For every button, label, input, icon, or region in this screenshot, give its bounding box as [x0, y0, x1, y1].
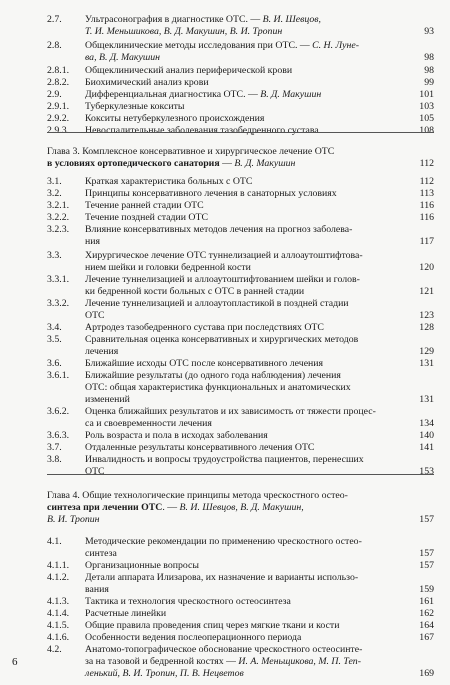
- toc-entry-4-1-6: 4.1.6. Особенности ведения послеоперационного периода 167: [47, 632, 434, 643]
- document-page: 2.7. Ультрасонография в диагностике ОТС. — В. И. Шевцов, Т. И. Меньшикова, В. Д. Макушин, В. И. Тропин 93 2.8. Общеклинические методы исследования при ОТС. — С. Н. Луне- ва, В. Д. Макушин 98 2.8.1. Общеклинический анализ периферической крови 98 2.8.2. Биохимический анализ крови 99 2.9. Дифференциальная диагностика ОТС. — В. Д. Макушин 101 2.9.1. Туберкулезные кокситы 103 2.9.2. Кокситы нетуберкулезного происхождения 105 2.9.3. Невоспалительные заболевания тазобедренного сустава 108 Глава 3. Комплексное консервативное и хирургическое лечение ОТС в условиях ортопедического санатория — В. Д. Макушин 112 3.1. Краткая характеристика больных с ОТС 112 3.2. Принципы консервативного лечения в санаторных условиях 113 3.2.1. Течение ранней стадии ОТС 116 3.2.2. Течение поздней стадии ОТС 116 3.2.3. Влияние консервативных методов лечения на прогноз заболева- ния 117 3.3. Хирургическое лечение ОТС туннелизацией и аллоаутоштифтова- нием шейки и головки бедренной кости 120 3.3.1. Лечение туннелизацией и аллоаутоштифтованием шейки и голов- ки бедренной кости больных с ОТС в ранней стадии 121 3.3.2. Лечение туннелизацией и аллоаутопластикой в поздней стадии ОТС 123 3.4. Артродез тазобедренного сустава при последствиях ОТС 128 3.5. Сравнительная оценка консервативных и хирургических методов лечения 129 3.6. Ближайшие исходы ОТС после консервативного лечения 131 3.6.1. Ближайшие результаты (до одного года наблюдения) лечения ОТС: общая характеристика функциональных и анатомических изменений 131 3.6.2. Оценка ближайших результатов и их зависимость от тяжести процес- са и своевременности лечения 134 3.6.3. Роль возраста и пола в исходах заболевания 140 3.7. Отдаленные результаты консервативного лечения ОТС 141 3.8. Инвалидность и вопросы трудоустройства пациентов, перенесших ОТС 153 Глава 4. Общие технологические принципы метода чрескостного остео- синтеза при лечении ОТС. — В. И. Шевцов, В. Д. Макушин, В. И. Тропин 157 4.1. Методические рекомендации по применению чрескостного остео- синтеза 157 4.1.1. Организационные вопросы 157 4.1.2. Детали аппарата Илизарова, их назначение и варианты использо- вания 159 4.1.3. Тактика и технология чрескостного остеосинтеза 161 4.1.4. Расчетные линейки 162 4.1.5. Общие правила проведения спиц через мягкие ткани и кости 164 4.1.6. Особенности ведения послеоперационного периода 167 4.2. Анатомо-топографическое обоснование чрескостного остеосинте- за на тазовой и бедренной костях — И. А. Меньщикова, М. П. Теп- ленький, В. И. Тропин, П. В. Нецветов 169 6: [12, 14, 434, 679]
- toc-entry-3-3: 3.3. Хирургическое лечение ОТС туннелизацией и аллоаутоштифтова-: [47, 250, 363, 261]
- divider: [47, 474, 434, 475]
- toc-entry-3-3-2: 3.3.2. Лечение туннелизацией и аллоаутопластикой в поздней стадии: [47, 298, 349, 309]
- toc-entry-2-8-1: 2.8.1. Общеклинический анализ периферической крови 98: [47, 65, 434, 76]
- toc-entry-3-2: 3.2. Принципы консервативного лечения в санаторных условиях 113: [47, 188, 434, 199]
- toc-entry-3-6-1: 3.6.1. Ближайшие результаты (до одного года наблюдения) лечения: [47, 370, 341, 381]
- toc-entry-2-9-1: 2.9.1. Туберкулезные кокситы 103: [47, 101, 434, 112]
- toc-entry-4-1-5: 4.1.5. Общие правила проведения спиц через мягкие ткани и кости 164: [47, 620, 434, 631]
- toc-entry-3-7: 3.7. Отдаленные результаты консервативного лечения ОТС 141: [47, 442, 434, 453]
- toc-entry-3-5: 3.5. Сравнительная оценка консервативных и хирургических методов: [47, 334, 359, 345]
- chapter-4-heading: Глава 4. Общие технологические принципы метода чрескостного остео-: [47, 490, 348, 501]
- divider: [47, 132, 434, 133]
- toc-entry-2-9: 2.9. Дифференциальная диагностика ОТС. — В. Д. Макушин 101: [47, 89, 434, 100]
- toc-entry-4-2: 4.2. Анатомо-топографическое обоснование чрескостного остеосинте-: [47, 644, 363, 655]
- toc-entry-3-4: 3.4. Артродез тазобедренного сустава при последствиях ОТС 128: [47, 322, 434, 333]
- chapter-3-heading: Глава 3. Комплексное консервативное и хирургическое лечение ОТС: [47, 146, 335, 157]
- toc-entry-2-8-2: 2.8.2. Биохимический анализ крови 99: [47, 77, 434, 88]
- toc-entry-2-9-3: 2.9.3. Невоспалительные заболевания тазобедренного сустава 108: [47, 125, 434, 136]
- toc-entry-4-1: 4.1. Методические рекомендации по применению чрескостного остео-: [47, 536, 362, 547]
- toc-entry-4-1-4: 4.1.4. Расчетные линейки 162: [47, 608, 434, 619]
- toc-entry-3-3-1: 3.3.1. Лечение туннелизацией и аллоаутоштифтованием шейки и голов-: [47, 274, 360, 285]
- toc-entry-3-6-2: 3.6.2. Оценка ближайших результатов и их зависимость от тяжести процес-: [47, 406, 376, 417]
- page-number: 6: [12, 656, 18, 668]
- entry-page: 93: [424, 26, 434, 37]
- toc-entry-2-7-cont: Т. И. Меньшикова, В. Д. Макушин, В. И. Тропин 93: [85, 26, 434, 37]
- entry-number: 2.7.: [47, 14, 62, 25]
- toc-entry-3-6-3: 3.6.3. Роль возраста и пола в исходах заболевания 140: [47, 430, 434, 441]
- toc-entry-3-2-3: 3.2.3. Влияние консервативных методов лечения на прогноз заболева-: [47, 224, 353, 235]
- toc-entry-4-1-3: 4.1.3. Тактика и технология чрескостного остеосинтеза 161: [47, 596, 434, 607]
- toc-entry-3-6: 3.6. Ближайшие исходы ОТС после консервативного лечения 131: [47, 358, 434, 369]
- toc-entry-3-2-2: 3.2.2. Течение поздней стадии ОТС 116: [47, 212, 434, 223]
- toc-entry-2-9-2: 2.9.2. Кокситы нетуберкулезного происхождения 105: [47, 113, 434, 124]
- toc-entry-2-7: 2.7. Ультрасонография в диагностике ОТС. — В. И. Шевцов,: [47, 14, 321, 25]
- toc-entry-3-2-1: 3.2.1. Течение ранней стадии ОТС 116: [47, 200, 434, 211]
- toc-entry-4-1-1: 4.1.1. Организационные вопросы 157: [47, 560, 434, 571]
- toc-entry-4-1-2: 4.1.2. Детали аппарата Илизарова, их назначение и варианты использо-: [47, 572, 359, 583]
- toc-entry-3-1: 3.1. Краткая характеристика больных с ОТС 112: [47, 176, 434, 187]
- toc-entry-3-8: 3.8. Инвалидность и вопросы трудоустройства пациентов, перенесших: [47, 454, 364, 465]
- toc-entry-2-8: 2.8. Общеклинические методы исследования при ОТС. — С. Н. Луне-: [47, 40, 359, 51]
